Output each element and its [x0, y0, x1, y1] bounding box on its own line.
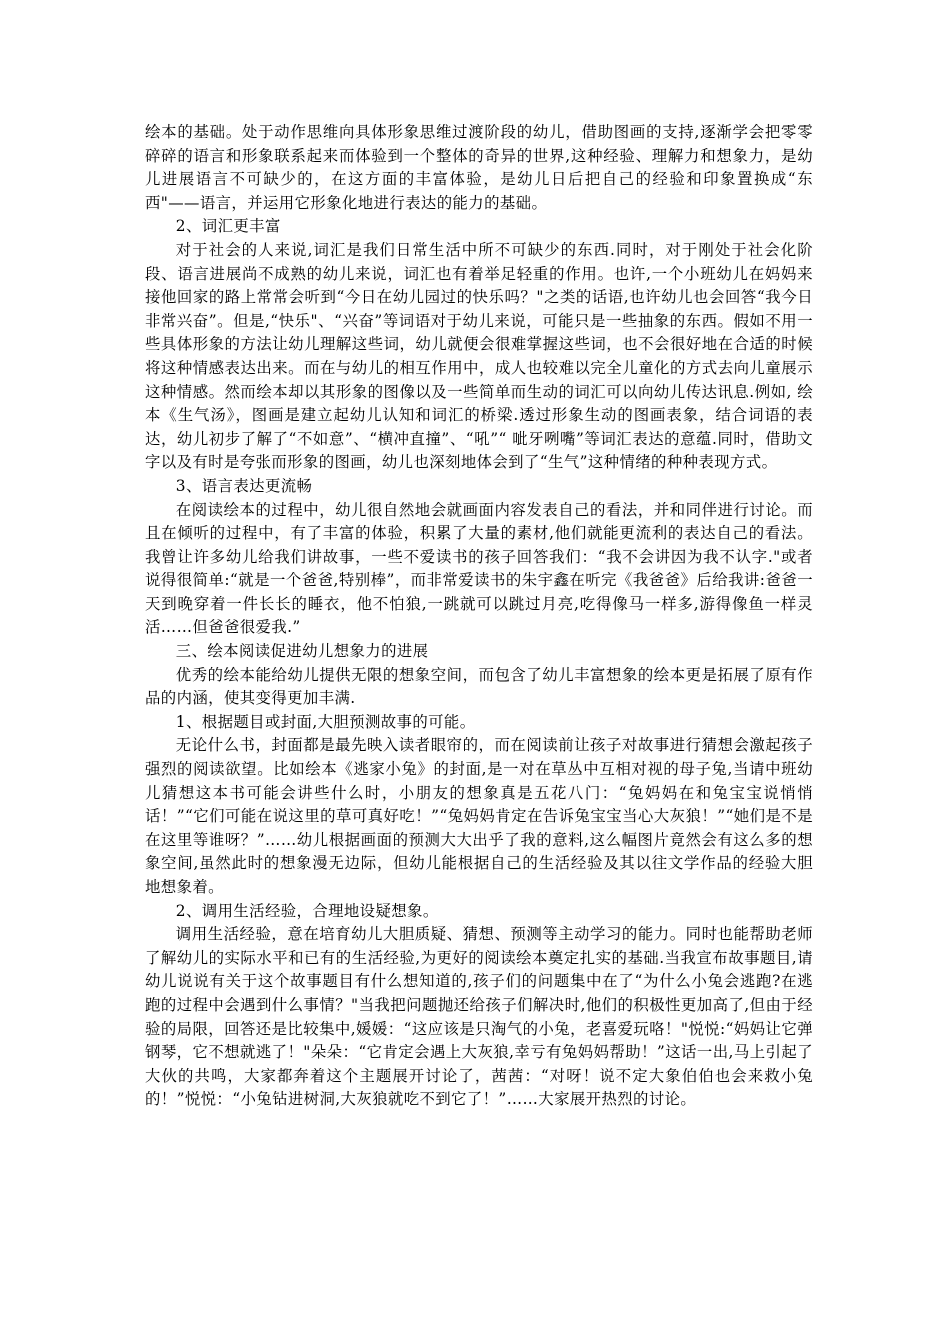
paragraph-vocabulary: 对于社会的人来说,词汇是我们日常生活中所不可缺少的东西.同时，对于刚处于社会化阶段、语言进展尚不成熟的幼儿来说，词汇也有着举足轻重的作用。也许,一个小班幼儿在妈妈来接他回家的路上常常会听到“今日在幼儿园过的快乐吗？"之类的话语,也许幼儿也会回答“我今日非常兴奋”。但是,“快乐"、“兴奋”等词语对于幼儿来说，可能只是一些抽象的东西。假如不用一些具体形象的方法让幼儿理解这些词，幼儿就便会很难掌握这些词，也不会很好地在合适的时候将这种情感表达出来。而在与幼儿的相互作用中，成人也较难以完全儿童化的方式去向儿童展示这种情感。然而绘本却以其形象的图像以及一些简单而生动的词汇可以向幼儿传达讯息.例如, 绘本《生气汤》，图画是建立起幼儿认知和词汇的桥梁.透过形象生动的图画表象，结合词语的表达，幼儿初步了解了“不如意”、“横冲直撞”、“吼”“ 呲牙咧嘴”等词汇表达的意蕴.同时，借助文字以及有时是夸张而形象的图画，幼儿也深刻地体会到了“生气”这种情绪的种种表现方式。: [145, 240, 813, 472]
heading-expression-fluent: 3、语言表达更流畅: [175, 476, 313, 495]
paragraph-continuation: 绘本的基础。处于动作思维向具体形象思维过渡阶段的幼儿，借助图画的支持,逐渐学会把零零碎碎的语言和形象联系起来而体验到一个整体的奇异的世界,这种经验、理解力和想象力，是幼儿进展语言不可缺少的，在这方面的丰富体验，是幼儿日后把自己的经验和印象置换成“东西"——语言，并运用它形象化地进行表达的能力的基础。: [145, 123, 813, 212]
heading-life-experience: 2、调用生活经验，合理地设疑想象。: [175, 901, 439, 920]
document-body: [145, 121, 813, 1112]
heading-vocabulary-richer: 2、词汇更丰富: [175, 217, 281, 236]
paragraph-expression: 在阅读绘本的过程中，幼儿很自然地会就画面内容发表自己的看法，并和同伴进行讨论。而且在倾听的过程中，有了丰富的体验，积累了大量的素材,他们就能更流利的表达自己的看法。我曾让许多幼儿给我们讲故事，一些不爱读书的孩子回答我们：“我不会讲因为我不认字."或者说得很简单:“就是一个爸爸,特别棒”，而非常爱读书的朱宇鑫在听完《我爸爸》后给我讲:爸爸一天到晚穿着一件长长的睡衣，他不怕狼,一跳就可以跳过月亮,吃得像马一样多,游得像鱼一样灵活……但爸爸很爱我.”: [145, 500, 813, 637]
paragraph-predict-story: 无论什么书，封面都是最先映入读者眼帘的，而在阅读前让孩子对故事进行猜想会激起孩子强烈的阅读欲望。比如绘本《逃家小兔》的封面,是一对在草丛中互相对视的母子兔,当请中班幼儿猜想这本书可能会讲些什么时，小朋友的想象真是五花八门：“兔妈妈在和兔宝宝说悄悄话！”“它们可能在说这里的草可真好吃！”“兔妈妈肯定在告诉兔宝宝当心大灰狼！”“她们是不是在这里等谁呀？”……幼儿根据画面的预测大大出乎了我的意料,这么幅图片竟然会有这么多的想象空间,虽然此时的想象漫无边际，但幼儿能根据自己的生活经验及其以往文学作品的经验大胆地想象着。: [145, 736, 813, 896]
paragraph-imagination-intro: 优秀的绘本能给幼儿提供无限的想象空间，而包含了幼儿丰富想象的绘本更是拓展了原有作品的内涵，使其变得更加丰满.: [145, 665, 813, 708]
heading-predict-story: 1、根据题目或封面,大胆预测故事的可能。: [175, 712, 476, 731]
paragraph-life-experience: 调用生活经验，意在培育幼儿大胆质疑、猜想、预测等主动学习的能力。同时也能帮助老师了解幼儿的实际水平和已有的生活经验,为更好的阅读绘本奠定扎实的基础.当我宣布故事题目,请幼儿说说有关于这个故事题目有什么想知道的,孩子们的问题集中在了“为什么小兔会逃跑?在逃跑的过程中会遇到什么事情？"当我把问题抛还给孩子们解决时,他们的积极性更加高了,但由于经验的局限，回答还是比较集中,媛媛：“这应该是只淘气的小兔，老喜爱玩咯！"悦悦:“妈妈让它弹钢琴，它不想就逃了！"朵朵：“它肯定会遇上大灰狼,幸亏有兔妈妈帮助！”这话一出,马上引起了大伙的共鸣，大家都奔着这个主题展开讨论了，茜茜：“对呀！说不定大象伯伯也会来救小兔的！”悦悦：“小兔钻进树洞,大灰狼就吃不到它了！”……大家展开热烈的讨论。: [145, 925, 813, 1109]
heading-section-three: 三、绘本阅读促进幼儿想象力的进展: [175, 642, 429, 661]
